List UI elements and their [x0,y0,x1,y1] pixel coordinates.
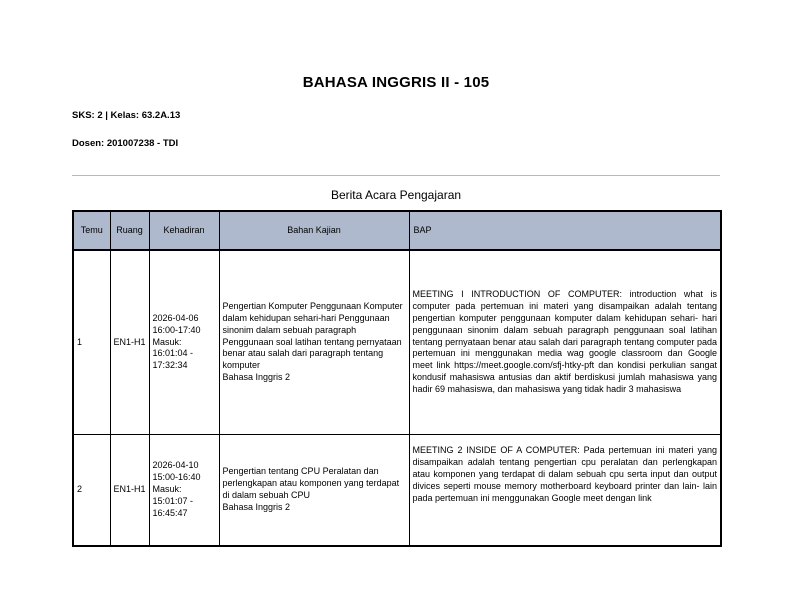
lecturer-info: Dosen: 201007238 - TDI [72,138,179,149]
cell-kehadiran [149,435,219,547]
attendance-in-time: 16:01:04 - 17:32:34 [152,348,194,371]
cell-ruang: EN1-H1 [110,435,149,547]
cell-temu: 1 [73,250,110,435]
cell-kehadiran [149,250,219,435]
column-header-ruang: Ruang [110,211,149,250]
cell-bahan-kajian [219,435,409,547]
attendance-date: 2026-04-06 [152,312,199,323]
divider [72,175,720,176]
sks-class-info: SKS: 2 | Kelas: 63.2A.13 [72,110,181,121]
table-header-row [73,211,721,250]
cell-bahan-kajian [219,250,409,435]
cell-bap [409,435,721,547]
column-header-kehadiran: Kehadiran [149,211,219,250]
document-title: BAHASA INGGRIS II - 105 [302,74,490,91]
course-name: Bahasa Inggris 2 [222,372,291,383]
attendance-time: 15:00-16:40 [152,472,201,483]
column-header-bahan-kajian: Bahan Kajian [219,211,409,250]
teaching-record-table [72,210,722,547]
cell-bap [409,250,721,435]
attendance-date: 2026-04-10 [152,460,199,471]
attendance-in-label: Masuk: [152,336,182,347]
study-topic: Pengertian tentang CPU Peralatan dan perlengkapan atau komponen yang terdapat di dalam sebuah CPU [222,466,400,500]
bap-text: MEETING I INTRODUCTION OF COMPUTER: introduction what is computer pada pertemuan ini materi yang disampaikan adalah tentang pengertian komputer penggunaan komputer dalam kehidupan sehari- hari penggunaan sinonim dalam sebuah paragraph penggunaan soal latihan tentang pernyataan benar atau salah dari paragraph tentang computer pada pertemuan ini menggunakan media wag google classroom dan Google meet link https://meet.google.com/sfj-htky-pft dan kondisi perkulian sangat kondusif mahasiswa antusias dan aktif berdiskusi jumlah mahasiswa yang hadir 69 mahasiswa, dan mahasiswa yang tidak hadir 3 mahasiswa [412,288,717,395]
column-header-bap: BAP [409,211,721,250]
attendance-in-time: 15:01:07 - 16:45:47 [152,495,194,518]
attendance-in-label: Masuk: [152,484,182,495]
table-row [73,435,721,547]
bap-text: MEETING 2 INSIDE OF A COMPUTER: Pada pertemuan ini materi yang disampaikan adalah tentang pengertian cpu peralatan dan perlengkapan atau komponen yang terdapat di dalam sebuah cpu serta input dan output divices seperti mouse memory motherboard keyboard printer dan lain- lain pada pertemuan ini menggunakan Google meet dengan link [412,445,717,503]
study-topic: Pengertian Komputer Penggunaan Komputer dalam kehidupan sehari-hari Penggunaan sinonim dalam sebuah paragraph Penggunaan soal latihan tentang pernyataan benar atau salah dari paragraph tentang komputer [222,300,403,371]
table-row [73,250,721,435]
course-name: Bahasa Inggris 2 [222,501,291,512]
cell-ruang: EN1-H1 [110,250,149,435]
cell-temu: 2 [73,435,110,547]
bap-clip [413,445,718,533]
section-title: Berita Acara Pengajaran [330,188,462,202]
attendance-time: 16:00-17:40 [152,324,201,335]
column-header-temu: Temu [73,211,110,250]
